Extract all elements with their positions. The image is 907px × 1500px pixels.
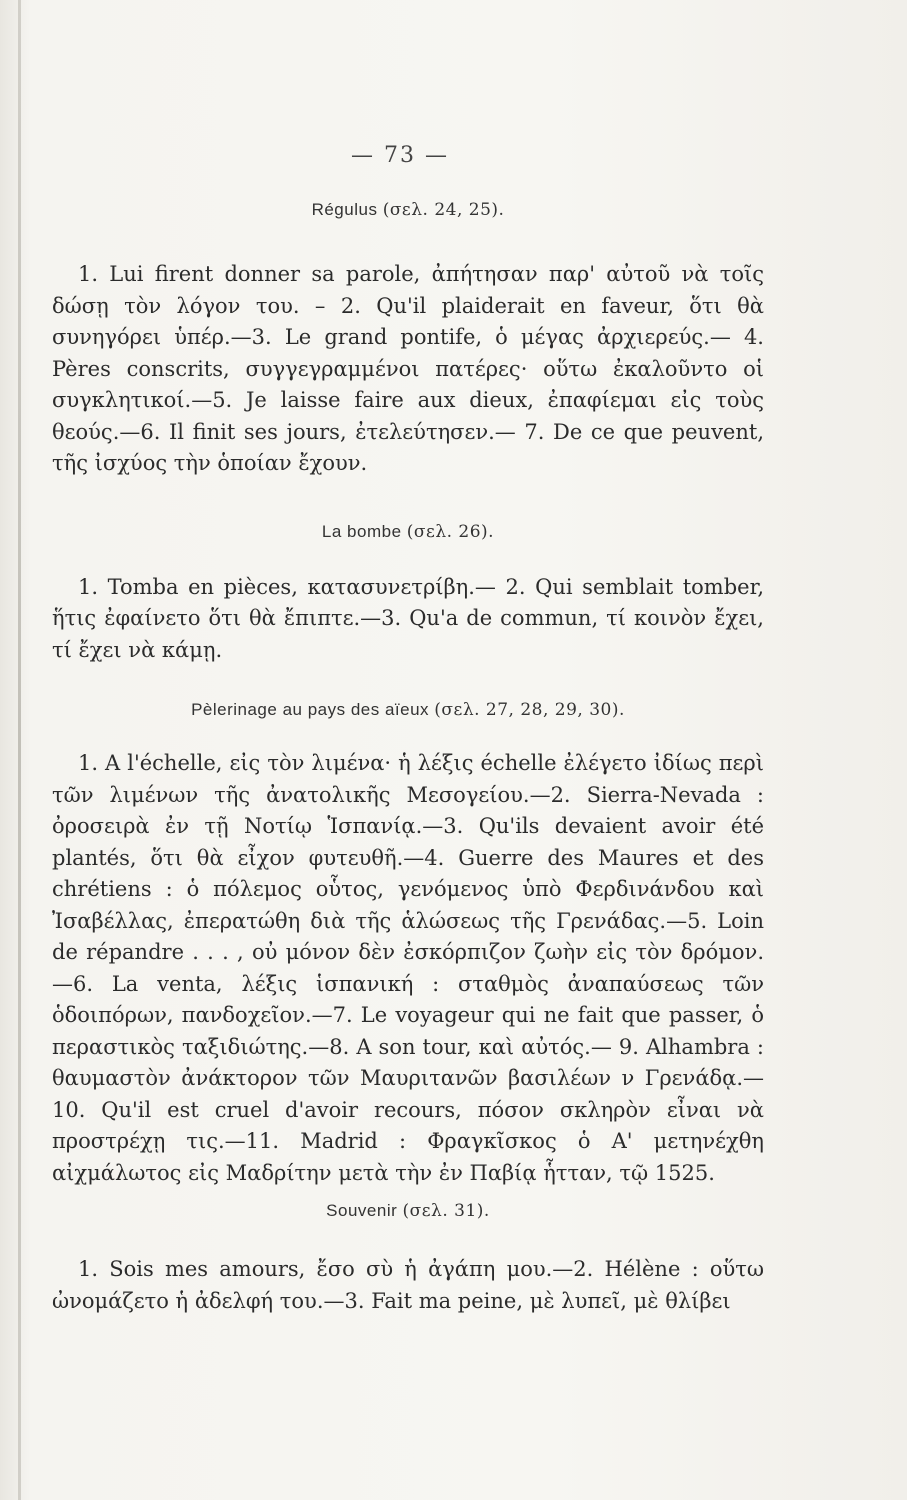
section-text-regulus: 1. Lui firent donner sa parole, ἀπήτησαν παρ' αὐτοῦ νὰ τοῖς δώσῃ τὸν λόγον του. – 2. Qu'il plaiderait en faveur, ὅτι θὰ συνηγόρει ὑπέρ.—3. Le grand pontife, ὁ μέγας ἀρχιερεύς.— 4. Pères conscrits, συγγεγραμμένοι πατέρες· οὕτω ἐκαλοῦντο οἱ συγκλητικοί.—5. Je laisse faire aux dieux, ἐπαφίεμαι εἰς τοὺς θεούς.—6. Il finit ses jours, ἐτελεύτησεν.— 7. De ce que peuvent, τῆς ἰσχύος τὴν ὁποίαν ἔχουν. bbox=[52, 262, 764, 475]
section-reference: (σελ. 31). bbox=[402, 1201, 490, 1221]
section-reference: (σελ. 24, 25). bbox=[382, 200, 505, 220]
section-title: Souvenir bbox=[326, 1201, 398, 1220]
section-heading-souvenir bbox=[52, 1201, 764, 1221]
section-title: Pèlerinage au pays des aïeux bbox=[191, 700, 430, 719]
page-number: — 73 — bbox=[351, 143, 449, 168]
section-title: Régulus bbox=[311, 200, 378, 219]
section-heading-regulus bbox=[52, 200, 764, 220]
section-reference: (σελ. 26). bbox=[406, 521, 495, 542]
section-title: La bombe bbox=[321, 521, 402, 541]
section-text-souvenir: 1. Sois mes amours, ἔσο σὺ ἡ ἀγάπη μου.—2. Hélène : οὕτω ὠνομάζετο ἡ ἀδελφή του.—3. Fait ma peine, μὲ λυπεῖ, μὲ θλίβει bbox=[52, 1257, 764, 1313]
page-binding-edge bbox=[18, 0, 21, 1500]
section-text-pelerinage: 1. A l'échelle, εἰς τὸν λιμένα· ἡ λέξις échelle ἐλέγετο ἰδίως περὶ τῶν λιμένων τῆς ἀνατολικῆς Μεσογείου.—2. Sierra-Nevada : ὀροσειρὰ ἐν τῇ Νοτίῳ Ἱσπανίᾳ.—3. Qu'ils devaient avoir été plantés, ὅτι θὰ εἶχον φυτευθῆ.—4. Guerre des Maures et des chrétiens : ὁ πόλεμος οὗτος, γενόμενος ὑπὸ Φερδινάνδου καὶ Ἰσαβέλλας, ἐπερατώθη διὰ τῆς ἁλώσεως τῆς Γρενάδας.—5. Loin de répandre . . . , οὐ μόνον δὲν ἐσκόρπιζον ζωὴν εἰς τὸν δρόμον.—6. La venta, λέξις ἱσπανική : σταθμὸς ἀναπαύσεως τῶν ὁδοιπόρων, πανδοχεῖον.—7. Le voyageur qui ne fait que passer, ὁ περαστικὸς ταξιδιώτης.—8. A son tour, καὶ αὐτός.— 9. Alhambra : θαυμαστὸν ἀνάκτορον τῶν Μαυριτανῶν βασιλέων ν Γρενάδᾳ.—10. Qu'il est cruel d'avoir recours, πόσον σκληρὸν εἶναι νὰ προστρέχῃ τις.—11. Madrid : Φραγκῖσκος ὁ Α' μετηνέχθη αἰχμάλωτος εἰς Μαδρίτην μετὰ τὴν ἐν Παβίᾳ ἧτταν, τῷ 1525. bbox=[52, 751, 764, 1185]
section-heading-la-bombe bbox=[52, 522, 764, 542]
section-heading-pelerinage bbox=[52, 700, 764, 720]
section-text-la-bombe: 1. Tomba en pièces, κατασυνετρίβη.— 2. Qui semblait tomber, ἥτις ἐφαίνετο ὅτι θὰ ἔπιπτε.—3. Qu'a de commun, τί κοινὸν ἔχει, τί ἔχει νὰ κάμῃ. bbox=[52, 574, 764, 662]
page-content bbox=[52, 195, 764, 1317]
section-reference: (σελ. 27, 28, 29, 30). bbox=[434, 700, 625, 720]
